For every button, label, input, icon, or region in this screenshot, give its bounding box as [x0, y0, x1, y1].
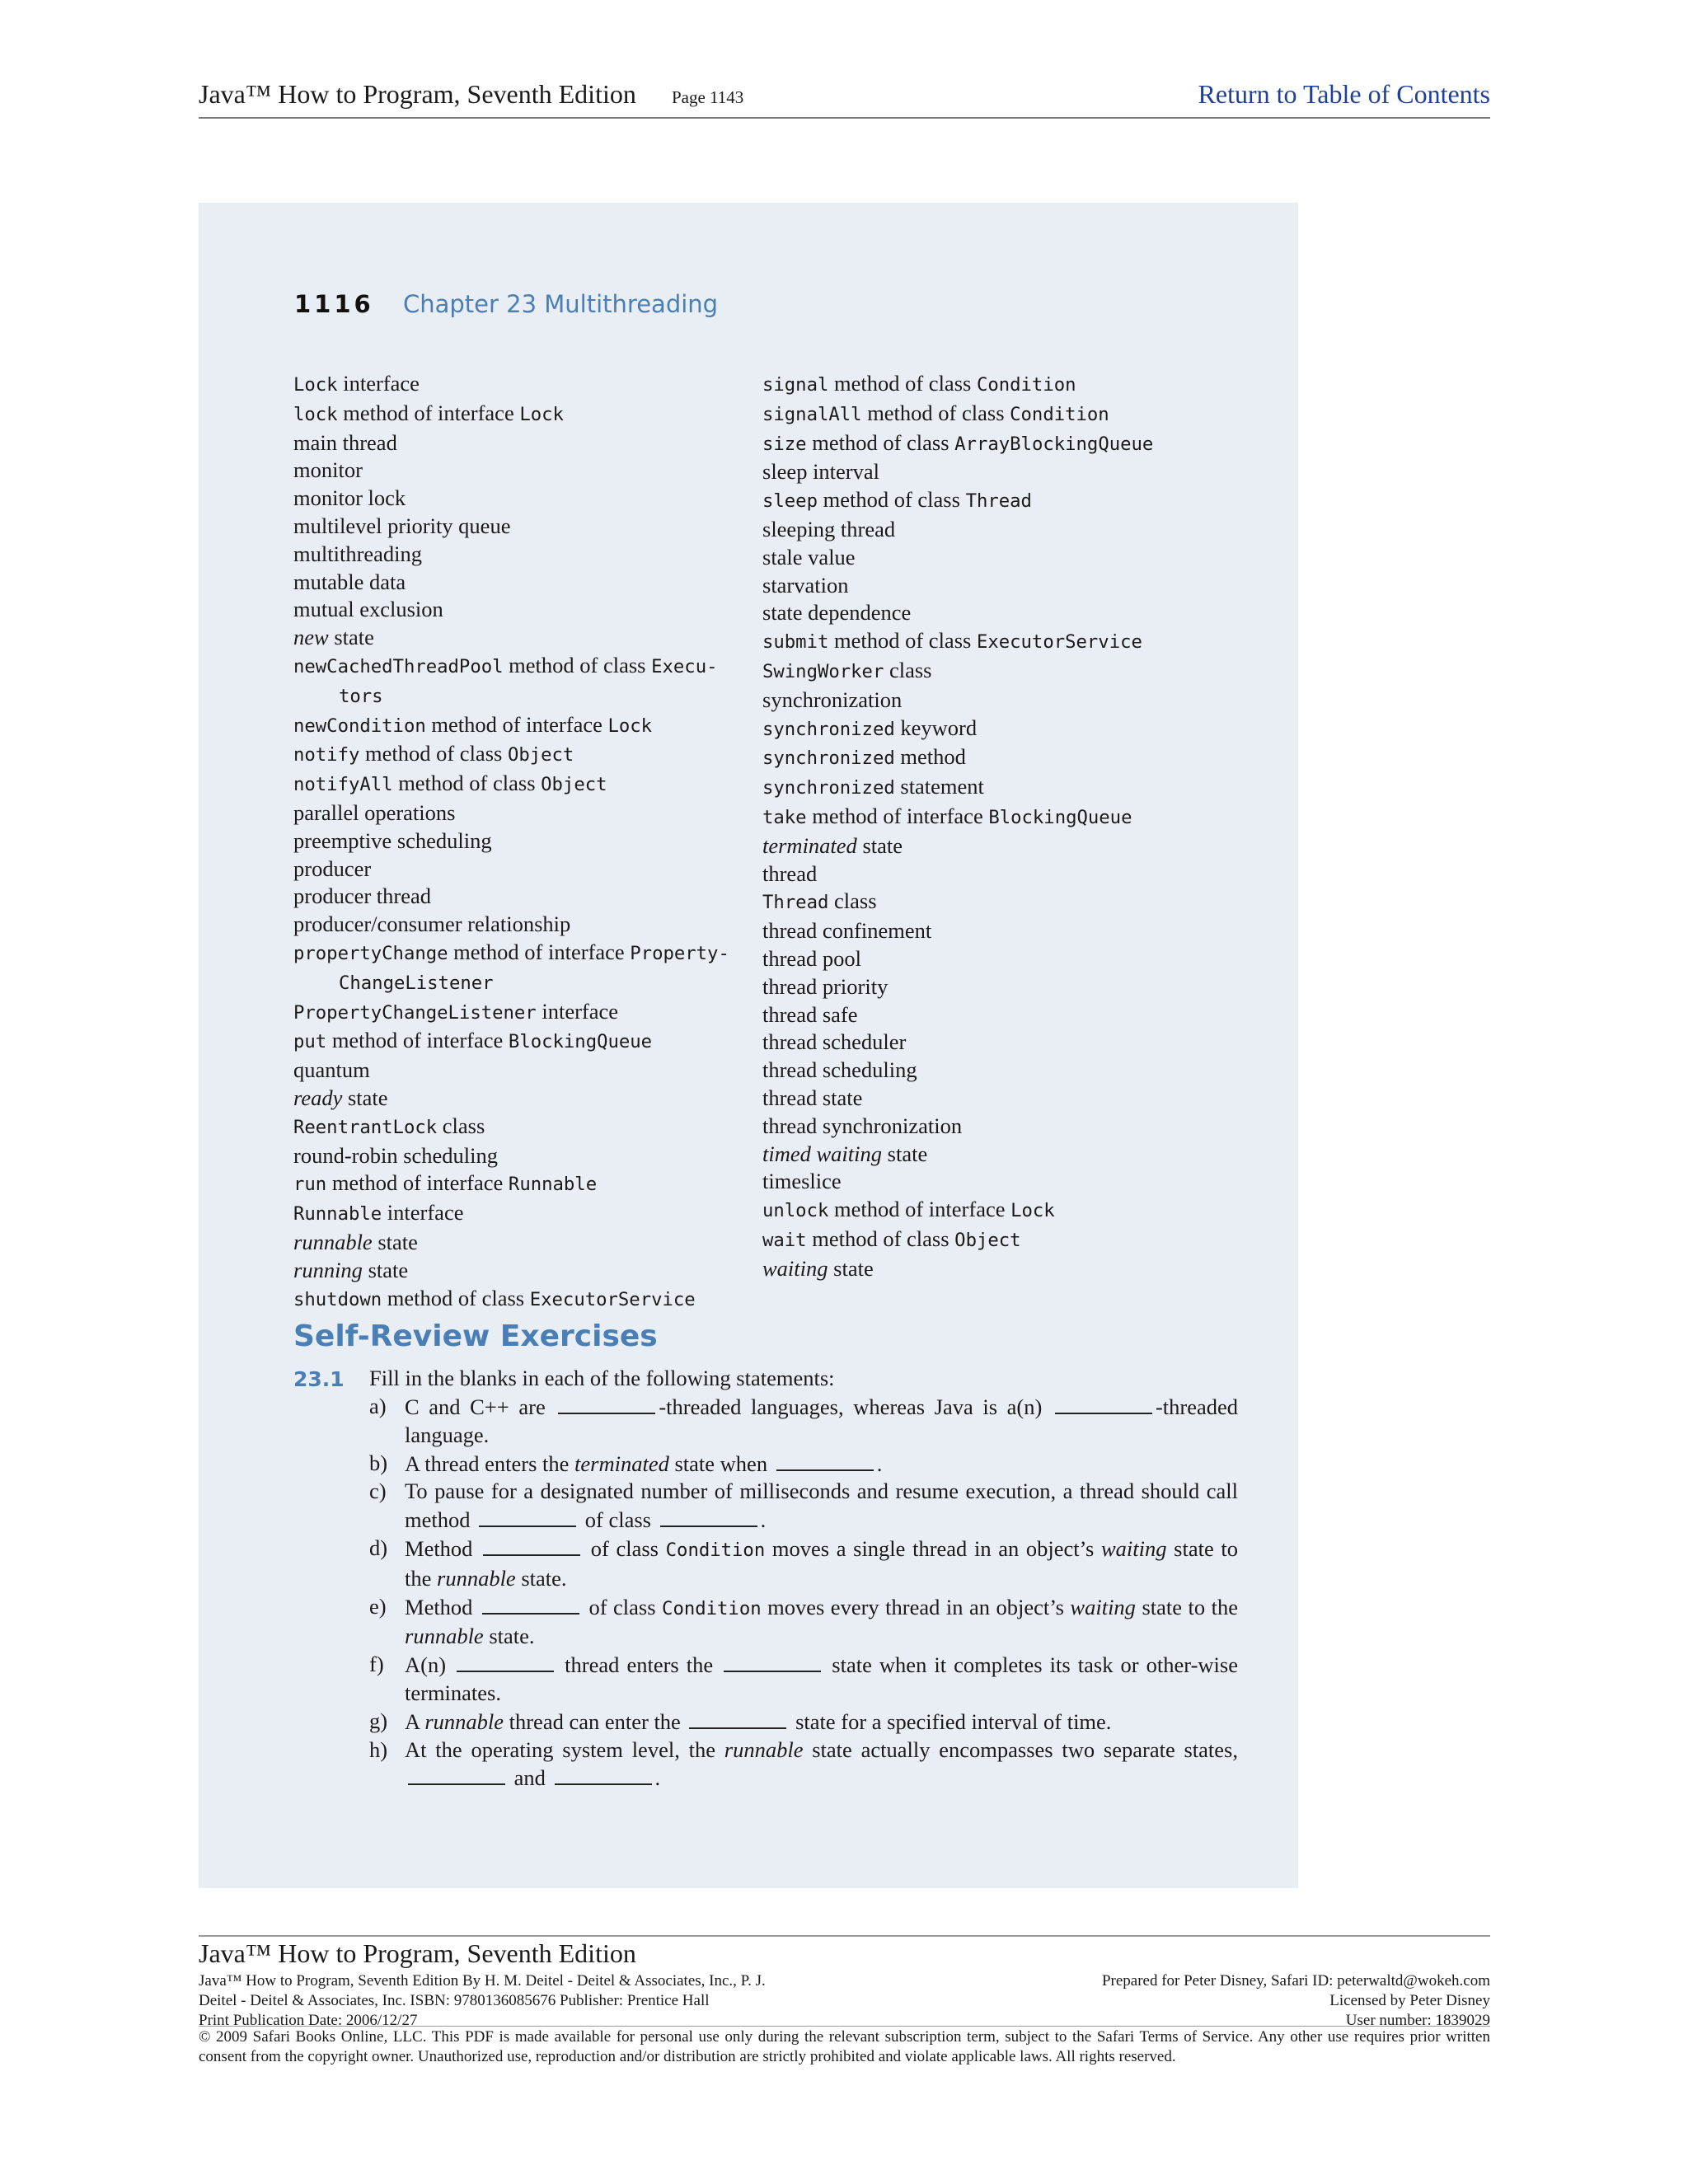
key-term	[293, 400, 755, 429]
key-term	[762, 1255, 1273, 1283]
code-term: wait	[762, 1229, 807, 1251]
answer-blank	[483, 1535, 580, 1556]
term-text: multilevel priority queue	[293, 513, 511, 538]
term-text: thread synchronization	[762, 1113, 963, 1138]
term-text: method of interface	[326, 1028, 509, 1053]
code-term: Runnable	[508, 1174, 598, 1196]
code-term: Lock	[607, 715, 653, 737]
footer-license-line: Licensed by Peter Disney	[1329, 1992, 1490, 2009]
term-text: method of class	[382, 1285, 530, 1310]
key-term	[762, 743, 1273, 773]
code-term: Runnable	[293, 1203, 382, 1226]
page-label: Page 1143	[672, 87, 744, 107]
key-term	[293, 711, 755, 741]
key-term	[762, 973, 1273, 1001]
key-term	[762, 599, 1273, 627]
footer-book-title: Java™ How to Program, Seventh Edition	[199, 1938, 636, 1968]
code-term: propertyChange	[293, 942, 448, 964]
term-text: method of class	[817, 487, 966, 513]
code-term: ReentrantLock	[293, 1116, 438, 1138]
key-term	[293, 770, 755, 799]
term-text: synchronization	[762, 687, 903, 712]
exercise-item	[369, 1593, 1238, 1652]
key-term	[762, 1085, 1273, 1113]
code-term: size	[762, 433, 807, 455]
key-term	[762, 1001, 1273, 1029]
key-term	[762, 1113, 1273, 1141]
term-text: state to the	[405, 1535, 1238, 1591]
key-term	[293, 1285, 755, 1315]
key-term	[293, 855, 755, 883]
key-term	[293, 1199, 755, 1229]
key-term	[762, 803, 1273, 832]
code-term: newCondition	[293, 715, 426, 737]
term-text: thread confinement	[762, 918, 932, 944]
term-text: Method	[405, 1594, 479, 1619]
key-term	[293, 1113, 755, 1142]
term-text: method of interface	[828, 1197, 1011, 1222]
term-text: method of interface	[425, 711, 608, 737]
key-terms-right-column	[762, 370, 1273, 1283]
term-text: A(n)	[405, 1652, 454, 1678]
term-text: statement	[894, 774, 984, 799]
code-term: synchronized	[762, 718, 895, 740]
exercise-item	[369, 1736, 1238, 1793]
key-term	[293, 799, 755, 827]
term-text: .	[876, 1451, 883, 1476]
book-page-number: 1116	[294, 290, 374, 318]
term-text: thread pool	[762, 945, 861, 971]
code-term: Object	[507, 744, 574, 766]
key-term	[293, 1142, 755, 1170]
term-text: sleeping thread	[762, 516, 896, 541]
code-term: ExecutorService	[976, 631, 1142, 654]
key-term	[293, 1229, 755, 1257]
code-term-continuation: ChangeListener	[339, 972, 494, 994]
term-text: quantum	[293, 1057, 370, 1083]
section-heading: Self-Review Exercises	[293, 1319, 658, 1353]
term-text: round-robin scheduling	[293, 1142, 499, 1168]
key-term	[293, 968, 755, 998]
code-term: shutdown	[293, 1288, 382, 1310]
key-term	[762, 917, 1273, 945]
code-term: notify	[293, 744, 360, 766]
term-text: method of interface	[806, 803, 989, 828]
code-term: BlockingQueue	[508, 1031, 653, 1053]
answer-blank	[660, 1506, 757, 1527]
key-term	[293, 1257, 755, 1285]
term-text: producer/consumer relationship	[293, 912, 571, 937]
exercise-item	[369, 1708, 1238, 1736]
key-term	[293, 939, 755, 968]
term-text: state for a specified interval of time.	[790, 1708, 1112, 1734]
term-text: monitor	[293, 457, 363, 483]
term-text: stale value	[762, 544, 856, 569]
key-term	[293, 596, 755, 624]
code-term: notifyAll	[293, 774, 393, 796]
code-term: Condition	[662, 1597, 762, 1619]
book-page	[199, 203, 1298, 1888]
code-term: put	[293, 1031, 327, 1053]
return-to-toc-link[interactable]: Return to Table of Contents	[1198, 79, 1490, 109]
key-term	[293, 652, 755, 682]
key-term	[293, 827, 755, 855]
code-term: Lock	[519, 403, 564, 425]
footer-divider	[199, 2026, 1490, 2027]
term-text: state	[328, 625, 374, 650]
italic-term: waiting	[1100, 1535, 1167, 1561]
code-term: ExecutorService	[529, 1288, 696, 1310]
item-letter: g)	[369, 1708, 388, 1733]
code-term: PropertyChangeListener	[293, 1001, 537, 1024]
term-text: method of class	[806, 1226, 955, 1251]
exercise-item	[369, 1535, 1238, 1593]
code-term: Thread	[965, 490, 1032, 513]
answer-blank	[724, 1651, 821, 1672]
term-text: multithreading	[293, 541, 423, 566]
term-text: starvation	[762, 572, 849, 598]
term-text: mutable data	[293, 569, 406, 594]
code-term: Execu-	[651, 655, 718, 677]
footer-license-line: User number: 1839029	[1345, 2012, 1490, 2029]
key-term	[293, 541, 755, 569]
key-term	[293, 513, 755, 541]
answer-blank	[408, 1764, 505, 1785]
key-term	[762, 657, 1273, 687]
term-text: .	[654, 1765, 661, 1791]
code-term: Condition	[665, 1539, 766, 1561]
code-term: run	[293, 1174, 327, 1196]
term-text: parallel operations	[293, 799, 456, 825]
answer-blank	[689, 1708, 786, 1729]
term-text: -threaded language.	[405, 1394, 1238, 1447]
footer-publication-info	[199, 1971, 907, 2031]
code-term: Object	[954, 1229, 1021, 1251]
term-text: state to the	[1135, 1594, 1238, 1619]
code-term: Property-	[630, 942, 729, 964]
italic-term: runnable	[424, 1708, 504, 1734]
exercise-item	[369, 1393, 1238, 1450]
key-term	[762, 888, 1273, 917]
exercise-number: 23.1	[293, 1367, 345, 1391]
key-term	[762, 458, 1273, 486]
term-text: method of interface	[337, 400, 520, 425]
footer-info-line: Java™ How to Program, Seventh Edition By H. M. Deitel - Deitel & Associates, Inc., P. J.	[199, 1972, 766, 1990]
footer-license-line: Prepared for Peter Disney, Safari ID: peterwaltd@wokeh.com	[1101, 1972, 1490, 1990]
key-term	[293, 569, 755, 597]
key-term	[762, 1057, 1273, 1085]
term-text: thread safe	[762, 1001, 858, 1027]
term-text: class	[884, 657, 932, 682]
term-text: thread scheduler	[762, 1029, 907, 1055]
key-term	[762, 1029, 1273, 1057]
copyright-notice: © 2009 Safari Books Online, LLC. This PDF is made available for personal use only during the relevant subscription term, subject to the Safari Terms of Service. Any other use requires prior written consent from the copyright owner. Unauthorized use, reproduction and/or distribution are strictly prohibited and violate applicable laws. All rights reserved.	[199, 2028, 1490, 2065]
term-text: state.	[515, 1565, 567, 1591]
exercise-item	[369, 1450, 1238, 1479]
term-text: method of interface	[326, 1170, 509, 1196]
term-text: At the operating system level, the	[405, 1736, 724, 1762]
term-text: of class	[584, 1535, 666, 1561]
item-letter: d)	[369, 1535, 388, 1560]
term-text: moves every thread in an object’s	[761, 1594, 1071, 1619]
answer-blank	[479, 1506, 576, 1527]
code-term: BlockingQueue	[988, 806, 1132, 828]
code-term: submit	[762, 631, 829, 654]
term-text: method of interface	[448, 939, 631, 964]
key-term	[762, 860, 1273, 888]
answer-blank	[776, 1450, 874, 1471]
key-term	[293, 998, 755, 1028]
term-text: interface	[382, 1200, 464, 1226]
term-text: preemptive scheduling	[293, 827, 492, 853]
answer-blank	[1055, 1393, 1152, 1414]
term-text: state	[856, 832, 903, 858]
item-letter: b)	[369, 1450, 388, 1475]
code-term: unlock	[762, 1200, 829, 1222]
key-term	[293, 682, 755, 711]
key-term	[293, 1085, 755, 1113]
code-term: ArrayBlockingQueue	[954, 433, 1154, 455]
code-term: SwingWorker	[762, 660, 884, 682]
key-term	[762, 400, 1273, 429]
key-term	[293, 1169, 755, 1199]
italic-term: runnable	[437, 1565, 516, 1591]
code-term: lock	[293, 403, 338, 425]
key-term	[762, 429, 1273, 459]
fill-in-blank-list	[369, 1393, 1238, 1793]
key-term	[762, 1168, 1273, 1196]
italic-term: terminated	[762, 832, 857, 858]
answer-blank	[558, 1393, 655, 1414]
term-text: state when	[668, 1451, 773, 1476]
code-term: take	[762, 806, 807, 828]
italic-term: terminated	[574, 1451, 669, 1476]
code-term: Lock	[1010, 1200, 1055, 1222]
code-term: newCachedThreadPool	[293, 655, 504, 677]
key-term	[762, 516, 1273, 544]
item-letter: a)	[369, 1394, 387, 1418]
term-text: state	[362, 1257, 409, 1282]
term-text: thread can enter the	[504, 1708, 687, 1734]
term-text: method of class	[359, 741, 508, 766]
term-text: Method	[405, 1535, 481, 1561]
term-text: moves a single thread in an object’s	[765, 1535, 1101, 1561]
key-term	[293, 1057, 755, 1085]
code-term: Thread	[762, 892, 829, 914]
exercise-prompt: Fill in the blanks in each of the following statements:	[369, 1366, 835, 1390]
term-text: class	[437, 1113, 485, 1138]
code-term: Object	[541, 774, 607, 796]
term-text: method of class	[806, 429, 955, 455]
code-term-continuation: tors	[339, 685, 383, 707]
term-text: method of class	[828, 371, 977, 396]
key-term	[293, 485, 755, 513]
key-term	[762, 773, 1273, 803]
footer-info-line: Deitel - Deitel & Associates, Inc. ISBN: 9780136085676 Publisher: Prentice Hall	[199, 1992, 710, 2009]
term-text: producer thread	[293, 883, 432, 909]
term-text: method	[894, 744, 966, 770]
key-term	[293, 883, 755, 911]
key-term	[762, 572, 1273, 600]
code-term: sleep	[762, 490, 818, 513]
footer-divider	[199, 1935, 1490, 1937]
key-term	[293, 457, 755, 485]
term-text: state	[342, 1085, 388, 1110]
italic-term: runnable	[405, 1624, 484, 1649]
italic-term: waiting	[762, 1255, 828, 1281]
term-text: of class	[582, 1594, 663, 1619]
term-text: keyword	[894, 715, 978, 740]
key-term	[293, 1027, 755, 1057]
term-text: To pause for a designated number of milliseconds and resume execution, a thread should call method	[405, 1479, 1238, 1533]
key-term	[293, 370, 755, 400]
term-text: timeslice	[762, 1169, 842, 1194]
term-text: main thread	[293, 429, 397, 455]
code-term: Lock	[293, 374, 338, 396]
code-term: Condition	[1010, 403, 1109, 425]
answer-blank	[482, 1593, 579, 1615]
term-text: producer	[293, 855, 372, 881]
exercise-item	[369, 1651, 1238, 1708]
term-text: thread priority	[762, 973, 889, 999]
term-text: state	[882, 1141, 928, 1166]
term-text: and	[509, 1765, 551, 1791]
key-term	[762, 627, 1273, 657]
code-term: signalAll	[762, 403, 862, 425]
chapter-label: Chapter 23 Multithreading	[403, 290, 719, 318]
term-text: state	[372, 1229, 418, 1254]
item-letter: f)	[369, 1652, 384, 1677]
term-text: interface	[536, 998, 619, 1024]
key-term	[293, 624, 755, 652]
italic-term: waiting	[1070, 1594, 1136, 1619]
term-text: monitor lock	[293, 485, 406, 511]
term-text: A thread enters the	[405, 1451, 575, 1476]
italic-term: timed waiting	[762, 1141, 883, 1166]
book-title: Java™ How to Program, Seventh Edition	[199, 79, 636, 109]
footer-license-info	[913, 1971, 1490, 2031]
term-text: thread state	[762, 1085, 863, 1110]
key-term	[762, 945, 1273, 973]
term-text: C and C++ are	[405, 1394, 556, 1419]
key-term	[762, 687, 1273, 715]
term-text: mutual exclusion	[293, 597, 443, 622]
key-term	[762, 1141, 1273, 1169]
key-term	[762, 370, 1273, 400]
term-text: state dependence	[762, 600, 912, 626]
key-term	[293, 911, 755, 939]
top-header	[199, 76, 1490, 119]
answer-blank	[555, 1764, 652, 1785]
term-text: state actually encompasses two separate states,	[803, 1736, 1238, 1762]
answer-blank	[457, 1651, 554, 1672]
footer-info-line: Print Publication Date: 2006/12/27	[199, 2012, 418, 2029]
code-term: synchronized	[762, 777, 895, 799]
term-text: sleep interval	[762, 459, 880, 485]
key-term	[293, 429, 755, 457]
item-letter: e)	[369, 1593, 387, 1619]
term-text: state when it completes its task or other-wise terminates.	[405, 1652, 1238, 1705]
key-term	[762, 1226, 1273, 1255]
code-term: Condition	[976, 374, 1076, 396]
italic-term: running	[293, 1257, 363, 1282]
term-text: thread scheduling	[762, 1057, 917, 1083]
term-text: -threaded languages, whereas Java is a(n)	[659, 1394, 1052, 1419]
exercise-item	[369, 1478, 1238, 1535]
term-text: thread	[762, 860, 818, 886]
term-text: method of class	[861, 400, 1010, 425]
italic-term: ready	[293, 1085, 343, 1110]
term-text: class	[828, 888, 877, 914]
item-letter: h)	[369, 1736, 388, 1762]
key-term	[762, 486, 1273, 516]
key-term	[293, 740, 755, 770]
term-text: state	[828, 1255, 874, 1281]
key-term	[762, 832, 1273, 860]
term-text: A	[405, 1708, 425, 1734]
term-text: of class	[579, 1507, 657, 1533]
term-text: state.	[483, 1624, 535, 1649]
code-term: synchronized	[762, 748, 895, 770]
key-term	[762, 544, 1273, 572]
term-text: thread enters the	[557, 1652, 721, 1678]
italic-term: new	[293, 625, 329, 650]
term-text: interface	[337, 371, 420, 396]
italic-term: runnable	[724, 1736, 804, 1762]
term-text: method of class	[828, 628, 977, 654]
item-letter: c)	[369, 1479, 387, 1504]
italic-term: runnable	[293, 1229, 373, 1254]
key-terms-left-column	[293, 370, 755, 1314]
code-term: signal	[762, 374, 829, 396]
term-text: .	[760, 1507, 767, 1533]
key-term	[762, 715, 1273, 744]
term-text: method of class	[503, 652, 652, 677]
term-text: method of class	[392, 771, 542, 796]
key-term	[762, 1196, 1273, 1226]
